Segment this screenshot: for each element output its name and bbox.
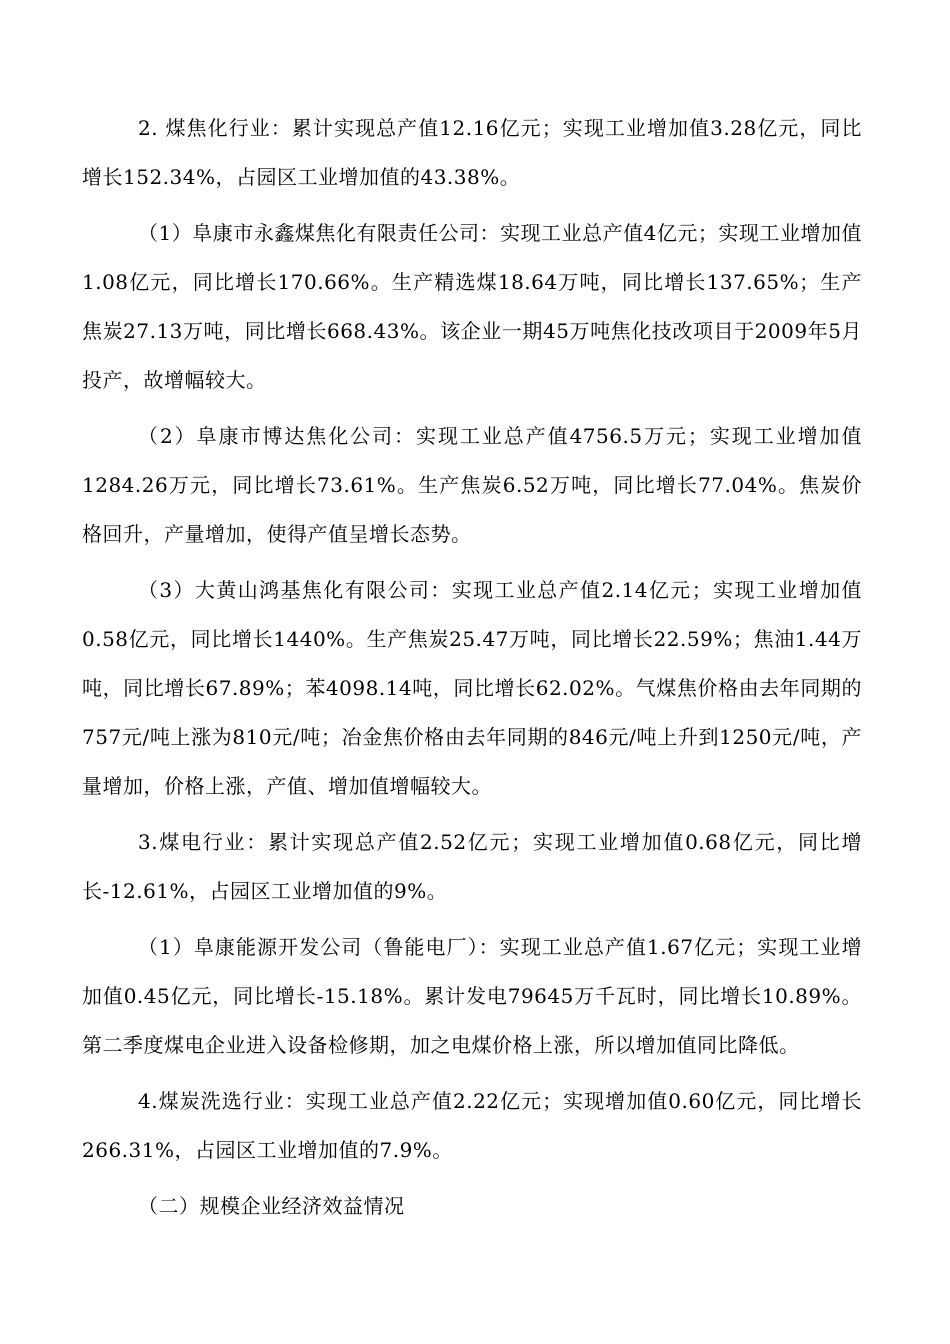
- paragraph-luneng-power: （1）阜康能源开发公司（鲁能电厂）：实现工业总产值1.67亿元；实现工业增加值0.45亿元，同比增长-15.18%。累计发电79645万千瓦时，同比增长10.89%。第二季度煤电企业进入设备检修期，加之电煤价格上涨，所以增加值同比降低。: [82, 935, 862, 1057]
- paragraph-boda-coking: （2）阜康市博达焦化公司：实现工业总产值4756.5万元；实现工业增加值1284.26万元，同比增长73.61%。生产焦炭6.52万吨，同比增长77.04%。焦炭价格回升，产量增加，使得产值呈增长态势。: [82, 424, 862, 546]
- document-page: [82, 104, 862, 1231]
- paragraph-coking-industry: 2. 煤焦化行业：累计实现总产值12.16亿元；实现工业增加值3.28亿元，同比增长152.34%，占园区工业增加值的43.38%。: [82, 116, 862, 189]
- paragraph-coal-power-industry: 3.煤电行业：累计实现总产值2.52亿元；实现工业增加值0.68亿元，同比增长-12.61%，占园区工业增加值的9%。: [82, 830, 862, 903]
- paragraph-yongxin-coking: （1）阜康市永鑫煤焦化有限责任公司：实现工业总产值4亿元；实现工业增加值1.08亿元，同比增长170.66%。生产精选煤18.64万吨，同比增长137.65%；生产焦炭27.13万吨，同比增长668.43%。该企业一期45万吨焦化技改项目于2009年5月投产，故增幅较大。: [82, 221, 862, 392]
- section-heading-economic-benefits: （二）规模企业经济效益情况: [138, 1194, 405, 1218]
- paragraph-coal-washing-industry: 4.煤炭洗选行业：实现工业总产值2.22亿元；实现增加值0.60亿元，同比增长266.31%，占园区工业增加值的7.9%。: [82, 1089, 862, 1162]
- paragraph-hongji-coking: （3）大黄山鸿基焦化有限公司：实现工业总产值2.14亿元；实现工业增加值0.58亿元，同比增长1440%。生产焦炭25.47万吨，同比增长22.59%；焦油1.44万吨，同比增长67.89%；苯4098.14吨，同比增长62.02%。气煤焦价格由去年同期的757元/吨上涨为810元/吨；冶金焦价格由去年同期的846元/吨上升到1250元/吨，产量增加，价格上涨，产值、增加值增幅较大。: [82, 578, 862, 798]
